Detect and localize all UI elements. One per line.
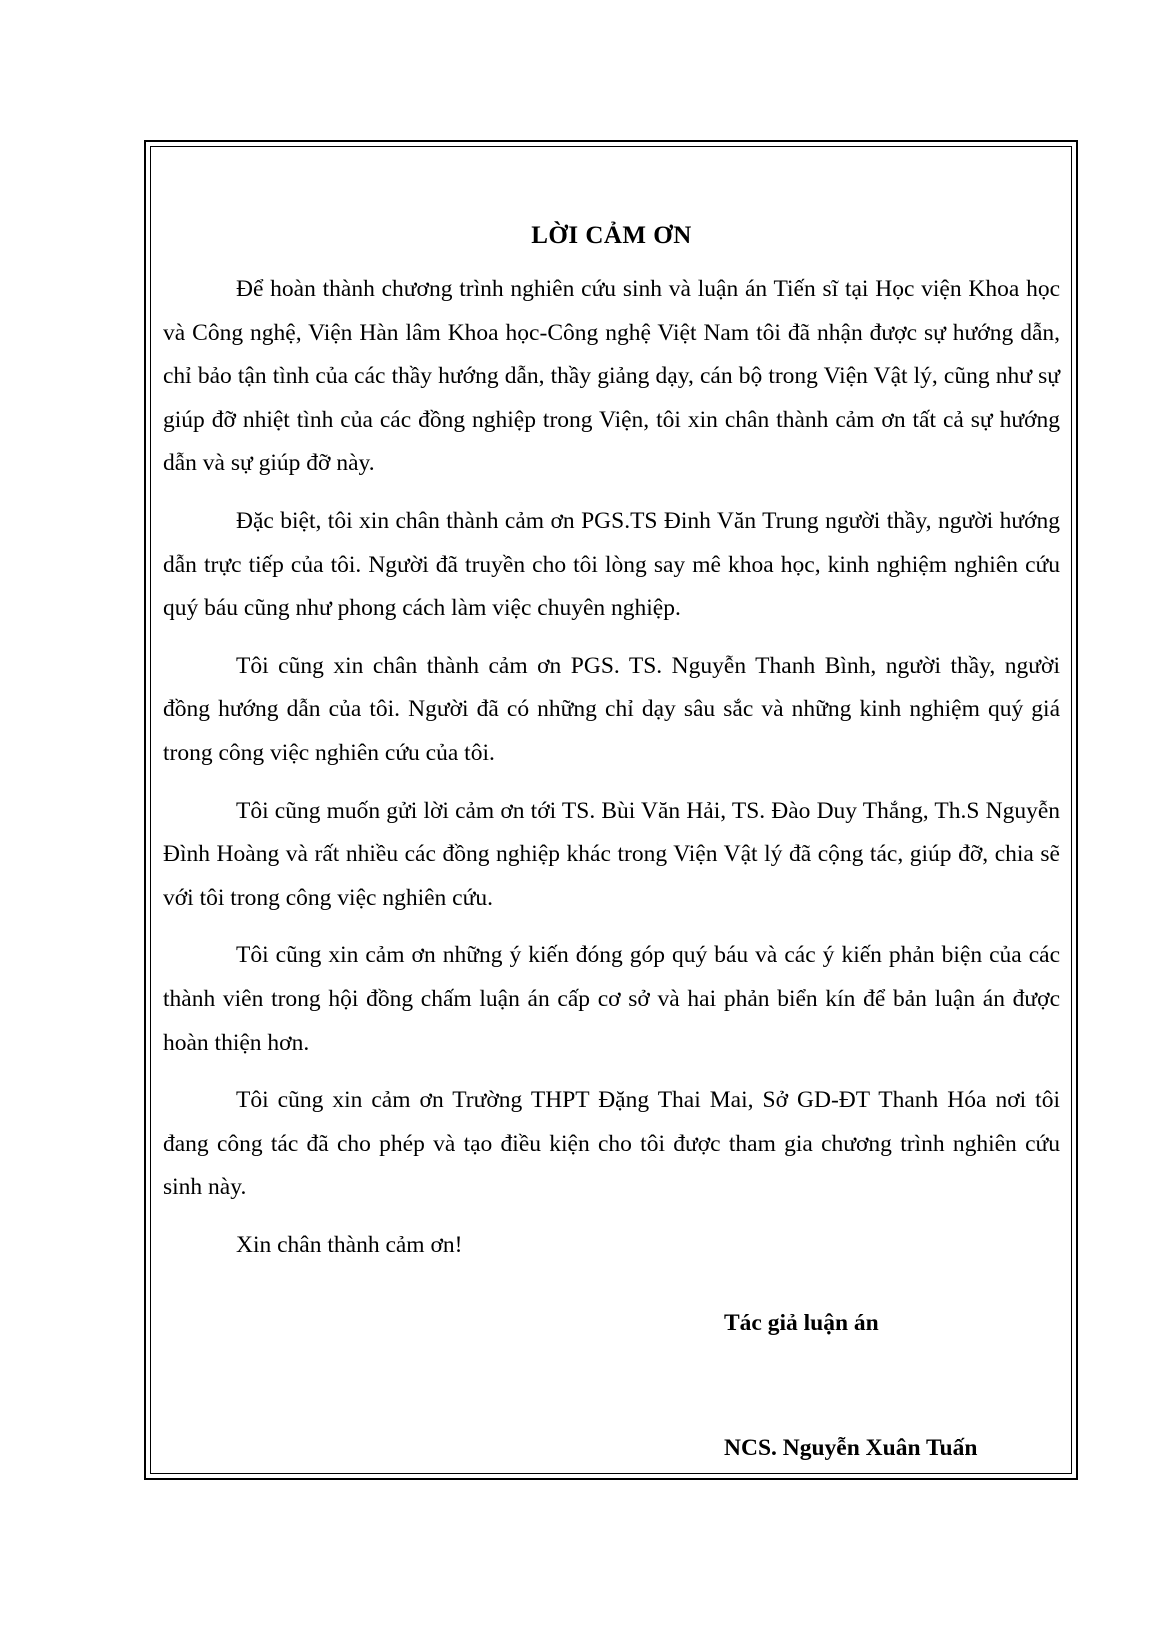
paragraph-1: Để hoàn thành chương trình nghiên cứu sinh và luận án Tiến sĩ tại Học viện Khoa học và Công nghệ, Viện Hàn lâm Khoa học-Công nghệ Việt Nam tôi đã nhận được sự hướng dẫn, chỉ bảo tận tình của các thầy hướng dẫn, thầy giảng dạy, cán bộ trong Viện Vật lý, cũng như sự giúp đỡ nhiệt tình của các đồng nghiệp trong Viện, tôi xin chân thành cảm ơn tất cả sự hướng dẫn và sự giúp đỡ này. — [163, 276, 1060, 477]
paragraph-5: Tôi cũng xin cảm ơn những ý kiến đóng góp quý báu và các ý kiến phản biện của các thành viên trong hội đồng chấm luận án cấp cơ sở và hai phản biển kín để bản luận án được hoàn thiện hơn. — [163, 942, 1060, 1056]
paragraph-4: Tôi cũng muốn gửi lời cảm ơn tới TS. Bùi Văn Hải, TS. Đào Duy Thắng, Th.S Nguyễn Đình Hoàng và rất nhiều các đồng nghiệp khác trong Viện Vật lý đã cộng tác, giúp đỡ, chia sẽ với tôi trong công việc nghiên cứu. — [163, 797, 1060, 911]
closing-line: Xin chân thành cảm ơn! — [236, 1231, 463, 1258]
paragraph-3: Tôi cũng xin chân thành cảm ơn PGS. TS. Nguyễn Thanh Bình, người thầy, người đồng hướng dẫn của tôi. Người đã có những chỉ dạy sâu sắc và những kinh nghiệm quý giá trong công việc nghiên cứu của tôi. — [163, 652, 1060, 766]
paragraph-2: Đặc biệt, tôi xin chân thành cảm ơn PGS.TS Đinh Văn Trung người thầy, người hướng dẫn trực tiếp của tôi. Người đã truyền cho tôi lòng say mê khoa học, kinh nghiệm nghiên cứu quý báu cũng như phong cách làm việc chuyên nghiệp. — [163, 507, 1060, 622]
acknowledgements-section — [163, 200, 1060, 1461]
page-title: LỜI CẢM ƠN — [531, 222, 692, 249]
paragraph-6: Tôi cũng xin cảm ơn Trường THPT Đặng Thai Mai, Sở GD-ĐT Thanh Hóa nơi tôi đang công tác đã cho phép và tạo điều kiện cho tôi được tham gia chương trình nghiên cứu sinh này. — [163, 1087, 1060, 1201]
signature-name: NCS. Nguyễn Xuân Tuấn — [724, 1435, 978, 1461]
signature-role: Tác giả luận án — [724, 1310, 879, 1336]
